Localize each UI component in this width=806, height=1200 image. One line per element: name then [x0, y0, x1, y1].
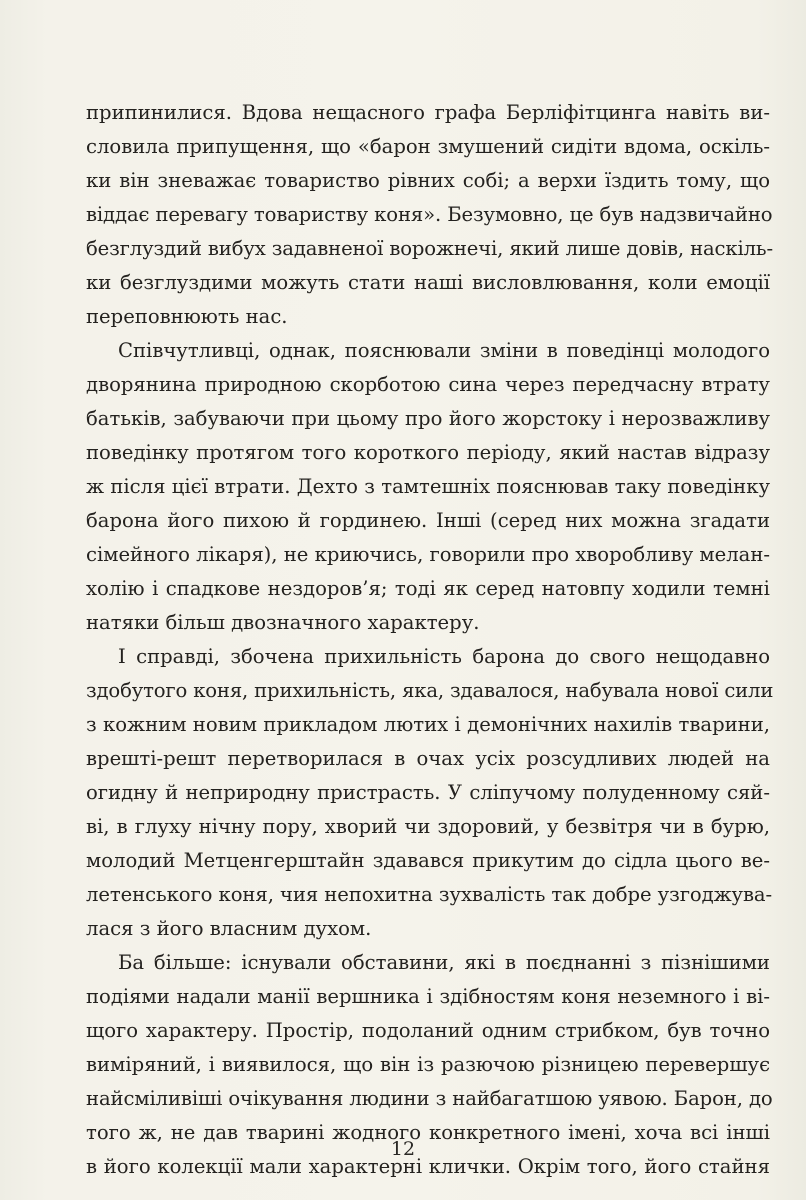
text-line: І справді, збочена прихильність барона до свого нещодавно — [118, 645, 771, 668]
text-line: ві, в глуху нічну пору, хворий чи здоровий, у безвітря чи в бурю, — [86, 815, 771, 838]
text-line: здобутого коня, прихильність, яка, здавалося, набувала нової сили — [86, 679, 774, 702]
text-line: врешті-решт перетворилася в очах усіх розсудливих людей на — [86, 747, 770, 770]
text-line: летенського коня, чия непохитна зухвалість так добре узгоджува- — [86, 883, 773, 906]
text-line: батьків, забуваючи при цьому про його жорстоку і нерозважливу — [86, 407, 771, 430]
text-line: того ж, не дав тварині жодного конкретного імені, хоча всі інші — [86, 1121, 771, 1144]
text-line: віддає перевагу товариству коня». Безумовно, це був надзвичайно — [86, 203, 773, 226]
text-line: безглуздий вибух задавненої ворожнечі, який лише довів, наскіль- — [86, 237, 773, 260]
text-line: подіями надали манії вершника і здібностям коня неземного і ві- — [86, 985, 770, 1008]
text-line: в його колекції мали характерні клички. Окрім того, його стайня — [86, 1155, 770, 1178]
text-line: лася з його власним духом. — [86, 917, 372, 940]
page-number: 12 — [390, 1138, 416, 1160]
text-line: з кожним новим прикладом лютих і демонічних нахилів тварини, — [86, 713, 771, 736]
text-line: дворянина природною скорботою сина через передчасну втрату — [86, 373, 770, 396]
text-line: сімейного лікаря), не криючись, говорили про хворобливу мелан- — [86, 543, 771, 566]
text-line: словила припущення, що «барон змушений сидіти вдома, оскіль- — [86, 135, 770, 158]
text-line: поведінку протягом того короткого періоду, який настав відразу — [86, 441, 771, 464]
text-line: ж після цієї втрати. Дехто з тамтешніх пояснював таку поведінку — [86, 475, 771, 498]
text-line: натяки більш двозначного характеру. — [86, 611, 480, 634]
text-body — [86, 96, 774, 1184]
text-line: холію і спадкове нездоров’я; тоді як серед натовпу ходили темні — [86, 577, 770, 600]
text-line: барона його пихою й гординею. Інші (серед них можна згадати — [86, 509, 771, 532]
text-line: ки він зневажає товариство рівних собі; а верхи їздить тому, що — [86, 169, 771, 192]
text-line: ки безглуздими можуть стати наші висловлювання, коли емоції — [86, 271, 770, 294]
text-line: припинилися. Вдова нещасного графа Берліфітцинга навіть ви- — [86, 101, 770, 124]
text-line: переповнюють нас. — [86, 305, 288, 328]
text-line: найсміливіші очікування людини з найбагатшою уявою. Барон, до — [86, 1087, 773, 1110]
paragraph — [86, 640, 774, 946]
paragraph — [86, 334, 770, 640]
text-line: огидну й неприродну пристрасть. У сліпучому полуденному сяй- — [86, 781, 770, 804]
text-line: Ба більше: існували обставини, які в поєднанні з пізнішими — [118, 951, 770, 974]
text-line: виміряний, і виявилося, що він із разючою різницею перевершує — [86, 1053, 771, 1076]
paragraph — [86, 96, 773, 334]
text-line: щого характеру. Простір, подоланий одним стрибком, був точно — [86, 1019, 770, 1042]
text-line: Співчутливці, однак, пояснювали зміни в поведінці молодого — [118, 339, 771, 362]
text-line: молодий Метценгерштайн здавався прикутим до сідла цього ве- — [86, 849, 770, 872]
